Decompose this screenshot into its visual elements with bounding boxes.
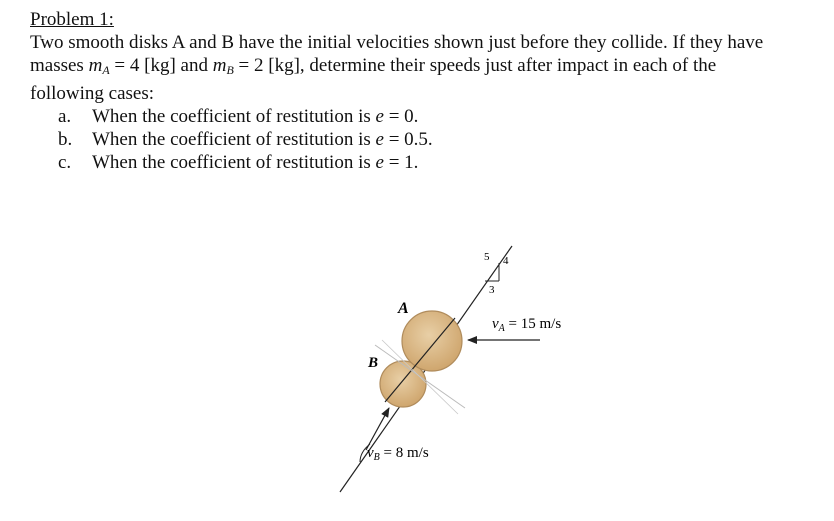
velocity-b-subscript: B bbox=[373, 452, 380, 463]
case-marker: c. bbox=[58, 152, 72, 173]
case-variable: e bbox=[375, 106, 384, 127]
mass-a-symbol: m bbox=[88, 55, 103, 76]
statement-line-1: Two smooth disks A and B have the initial velocities shown just before they collide. If they have bbox=[30, 32, 764, 53]
problem-title: Problem 1: bbox=[30, 9, 114, 30]
mass-a-value: = 4 [kg] and bbox=[109, 55, 213, 76]
velocity-b-arrow bbox=[366, 408, 389, 450]
statement-line-3: following cases: bbox=[30, 83, 155, 104]
mass-a-subscript: A bbox=[102, 63, 110, 77]
case-variable: e bbox=[375, 152, 384, 173]
case-variable: e bbox=[375, 129, 384, 150]
mass-b-value: = 2 [kg], determine their speeds just after impact in each of the bbox=[233, 55, 717, 76]
masses-prefix: masses bbox=[30, 55, 89, 76]
velocity-a-label bbox=[492, 316, 561, 334]
case-text: When the coefficient of restitution is bbox=[92, 129, 376, 150]
case-text: When the coefficient of restitution is bbox=[92, 106, 376, 127]
slope-run-label: 3 bbox=[489, 284, 495, 296]
case-value: = 0. bbox=[383, 106, 419, 127]
case-value: = 0.5. bbox=[383, 129, 433, 150]
case-text: When the coefficient of restitution is bbox=[92, 152, 376, 173]
case-marker: a. bbox=[58, 106, 72, 127]
velocity-b-value: = 8 m/s bbox=[379, 445, 429, 461]
mass-b-subscript: B bbox=[226, 63, 234, 77]
disk-a-label: A bbox=[398, 300, 409, 317]
slope-hyp-label: 5 bbox=[484, 251, 490, 263]
case-value: = 1. bbox=[383, 152, 419, 173]
velocity-b-label bbox=[367, 445, 429, 463]
velocity-a-subscript: A bbox=[498, 323, 505, 334]
velocity-b-symbol: v bbox=[367, 445, 374, 461]
case-marker: b. bbox=[58, 129, 73, 150]
disk-b-label: B bbox=[368, 355, 379, 371]
mass-b-symbol: m bbox=[212, 55, 227, 76]
velocity-a-value: = 15 m/s bbox=[504, 316, 562, 332]
velocity-a-symbol: v bbox=[492, 316, 499, 332]
slope-rise-label: 4 bbox=[503, 255, 509, 267]
